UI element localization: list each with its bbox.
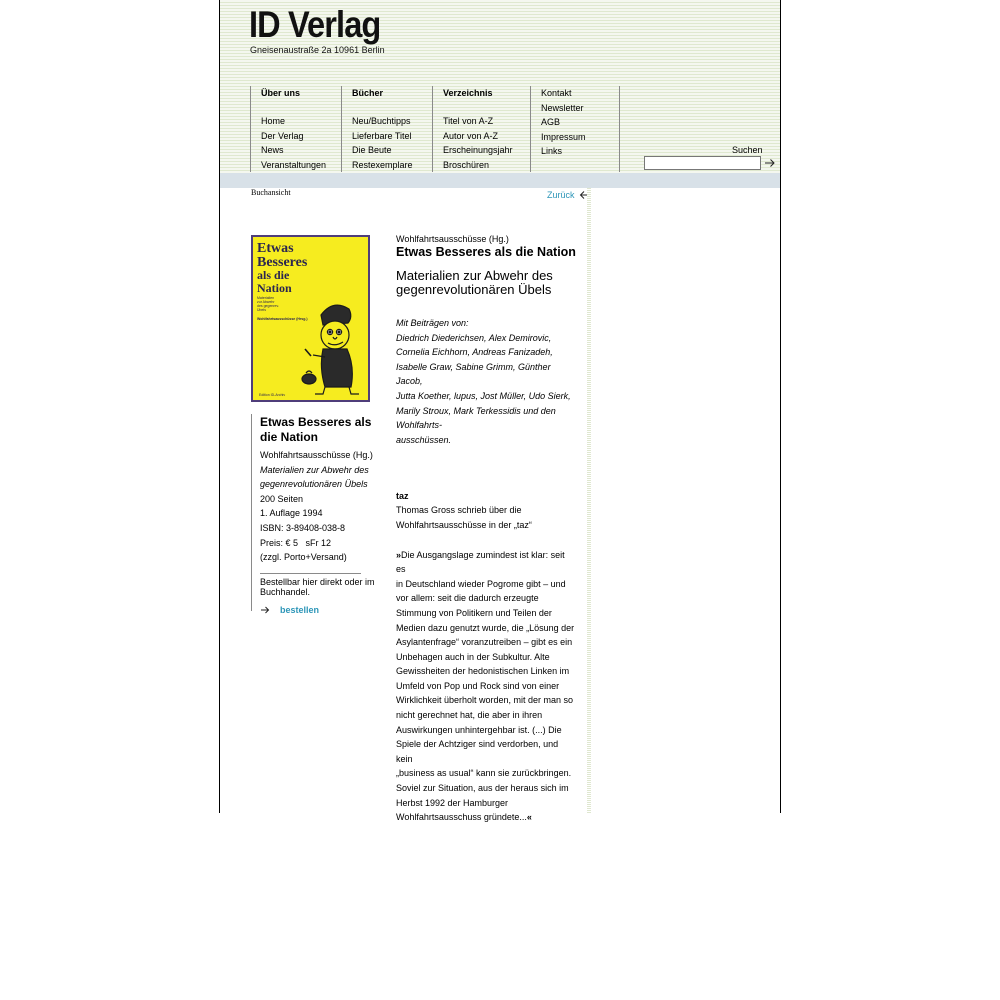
review-intro — [396, 503, 576, 532]
nav-item-kontakt[interactable]: Kontakt — [541, 88, 572, 98]
contributors-line: Cornelia Eichhorn, Andreas Fanizadeh, — [396, 347, 553, 358]
nav-item-links[interactable]: Links — [541, 146, 563, 157]
book-detail-main — [396, 234, 576, 825]
nav-item-broschueren[interactable]: Broschüren — [443, 159, 490, 170]
book-cover-image[interactable] — [251, 235, 370, 402]
header — [220, 0, 780, 173]
review-quote-line: Spiele der Achtziger sind verdorben, und kein — [396, 739, 559, 764]
nav-item-restexemplare[interactable]: Restexemplare — [352, 159, 413, 170]
book-info-pages: 200 Seiten — [260, 493, 304, 504]
book-info-isbn: ISBN: 3-89408-038-8 — [260, 522, 346, 533]
review-quote-line — [396, 810, 576, 825]
review-intro-line: Thomas Gross schrieb über die — [396, 505, 522, 516]
review-quote-line: vor allem: seit die dadurch erzeugte — [396, 593, 539, 604]
review-quote-line: Gewissheiten der hedonistischen Linken im — [396, 666, 570, 677]
search-label: Suchen — [732, 145, 763, 155]
review-quote-line: Auswirkungen unhintergehbar ist. (...) Die — [396, 724, 562, 735]
book-info-shipping: (zzgl. Porto+Versand) — [260, 552, 347, 563]
nav-heading: Bücher — [352, 88, 384, 98]
review-quote-line — [396, 548, 576, 577]
nav-item-erscheinungsjahr[interactable]: Erscheinungsjahr — [443, 145, 513, 156]
nav-item-newsletter[interactable]: Newsletter — [541, 102, 584, 113]
nav-item-die-beute[interactable]: Die Beute — [352, 145, 392, 156]
back-link[interactable] — [547, 190, 591, 200]
review-quote-line: nicht gerechnet hat, die aber in ihren — [396, 710, 543, 721]
book-subtitle: Materialien zur Abwehr des gegenrevolutionären Übels — [396, 268, 553, 297]
cover-illustration — [253, 237, 368, 400]
book-info-edition: 1. Auflage 1994 — [260, 508, 323, 519]
nav-item-agb[interactable]: AGB — [541, 117, 561, 128]
breadcrumb: Buchansicht — [251, 188, 291, 197]
review-quote — [396, 548, 576, 825]
review-intro-line: Wohlfahrtsausschüsse in der „taz“ — [396, 519, 532, 530]
contributors-line: ausschüssen. — [396, 434, 452, 445]
book-info-box — [251, 414, 376, 615]
nav-item-der-verlag[interactable]: Der Verlag — [261, 130, 304, 141]
contributors-line: Jutta Koether, lupus, Jost Müller, Udo Sierk, — [396, 390, 571, 401]
order-button[interactable]: bestellen — [280, 604, 320, 615]
review-quote-line: Stimmung von Politikern und Teilen der — [396, 607, 552, 618]
arrow-right-icon — [260, 605, 270, 615]
cover-title-line: als die — [257, 268, 290, 282]
nav-column-buecher — [341, 86, 432, 172]
order-note: Bestellbar hier direkt oder im Buchhandel. — [260, 576, 375, 597]
order-row — [260, 605, 376, 615]
cover-title-line: Nation — [257, 281, 292, 295]
close-quote-mark: « — [526, 812, 532, 823]
info-separator — [260, 573, 361, 574]
site-address: Gneisenaustraße 2a 10961 Berlin — [250, 45, 385, 55]
review-quote-line: Medien dazu genutzt wurde, die „Lösung der — [396, 622, 575, 633]
nav-item-news[interactable]: News — [261, 145, 284, 156]
review-quote-line: Asylantenfrage“ voranzutreiben – gibt es ein — [396, 637, 573, 648]
contributors-text — [396, 316, 576, 447]
nav-item-titel-a-z[interactable]: Titel von A-Z — [443, 116, 494, 126]
book-info-editor: Wohlfahrtsausschüsse (Hg.) — [260, 450, 373, 460]
nav-item-autor-a-z[interactable]: Autor von A-Z — [443, 130, 499, 141]
nav-item-home[interactable]: Home — [261, 116, 286, 126]
back-label: Zurück — [547, 190, 575, 200]
review-quote-line: Soviel zur Situation, aus der heraus sich im — [396, 783, 569, 794]
review-quote-text: Wohlfahrtsausschuss gründete... — [396, 812, 527, 823]
book-info-price: Preis: € 5 sFr 12 — [260, 537, 332, 548]
cover-editor: Wohlfahrtsausschüsse (Hrsg.) — [257, 317, 308, 321]
review-source: taz — [396, 491, 409, 502]
review-quote-line: in Deutschland wieder Pogrome gibt – und — [396, 578, 566, 589]
nav-heading: Verzeichnis — [443, 88, 493, 98]
review-quote-text: Die Ausgangslage zumindest ist klar: seit es — [396, 549, 565, 575]
book-info-subtitle: Materialien zur Abwehr des gegenrevolutionären Übels — [260, 464, 369, 490]
contributors-line: Isabelle Graw, Sabine Grimm, Günther Jacob, — [396, 361, 551, 387]
site-logo[interactable]: ID Verlag — [249, 4, 381, 45]
nav-item-impressum[interactable]: Impressum — [541, 131, 586, 142]
nav-column-kontakt — [530, 86, 619, 172]
nav-item-neu-buchtipps[interactable]: Neu/Buchtipps — [352, 116, 411, 126]
nav-column-verzeichnis — [432, 86, 530, 172]
book-editor: Wohlfahrtsausschüsse (Hg.) — [396, 234, 509, 244]
review-quote-line: „business as usual“ kann sie zurückbringen. — [396, 768, 572, 779]
cover-title-line: Etwas — [257, 241, 294, 256]
book-title: Etwas Besseres als die Nation — [396, 245, 576, 259]
contributors-line: Marily Stroux, Mark Terkessidis und den — [396, 405, 556, 416]
review-quote-line: Wirklichkeit überholt worden, mit der man so — [396, 695, 574, 706]
page-frame — [219, 0, 781, 823]
contributors-line: Diedrich Diederichsen, Alex Demirovic, — [396, 332, 552, 343]
review-quote-line: Herbst 1992 der Hamburger — [396, 797, 509, 808]
cover-title-line: Besseres — [257, 255, 308, 270]
cover-subtitle-line: zur Abwehr — [257, 300, 275, 304]
nav-item-veranstaltungen[interactable]: Veranstaltungen — [261, 159, 327, 170]
cover-subtitle-line: des gegenrev. — [257, 304, 279, 308]
book-info-title: Etwas Besseres als die Nation — [260, 415, 372, 444]
nav-column-ueber-uns — [250, 86, 341, 172]
search-submit-button[interactable] — [763, 156, 777, 170]
search-input[interactable] — [644, 156, 761, 170]
nav-heading: Über uns — [261, 88, 301, 98]
nav-divider — [619, 86, 620, 172]
review-quote-line: Unbehagen auch in der Subkultur. Alte — [396, 651, 550, 662]
column-divider — [587, 188, 591, 813]
cover-subtitle-line: Materialien — [257, 296, 275, 300]
arrow-right-icon — [763, 156, 777, 170]
nav-item-lieferbare-titel[interactable]: Lieferbare Titel — [352, 130, 412, 141]
review-quote-line: Umfeld von Pop und Rock sind von einer — [396, 680, 560, 691]
header-band — [220, 173, 780, 188]
cover-publisher: Edition ID-Archiv — [259, 393, 286, 397]
cover-subtitle-line: Übels — [257, 308, 266, 312]
open-quote-mark: » — [396, 549, 402, 560]
contributors-line: Wohlfahrts- — [396, 420, 443, 431]
contributors-line: Mit Beiträgen von: — [396, 318, 469, 328]
